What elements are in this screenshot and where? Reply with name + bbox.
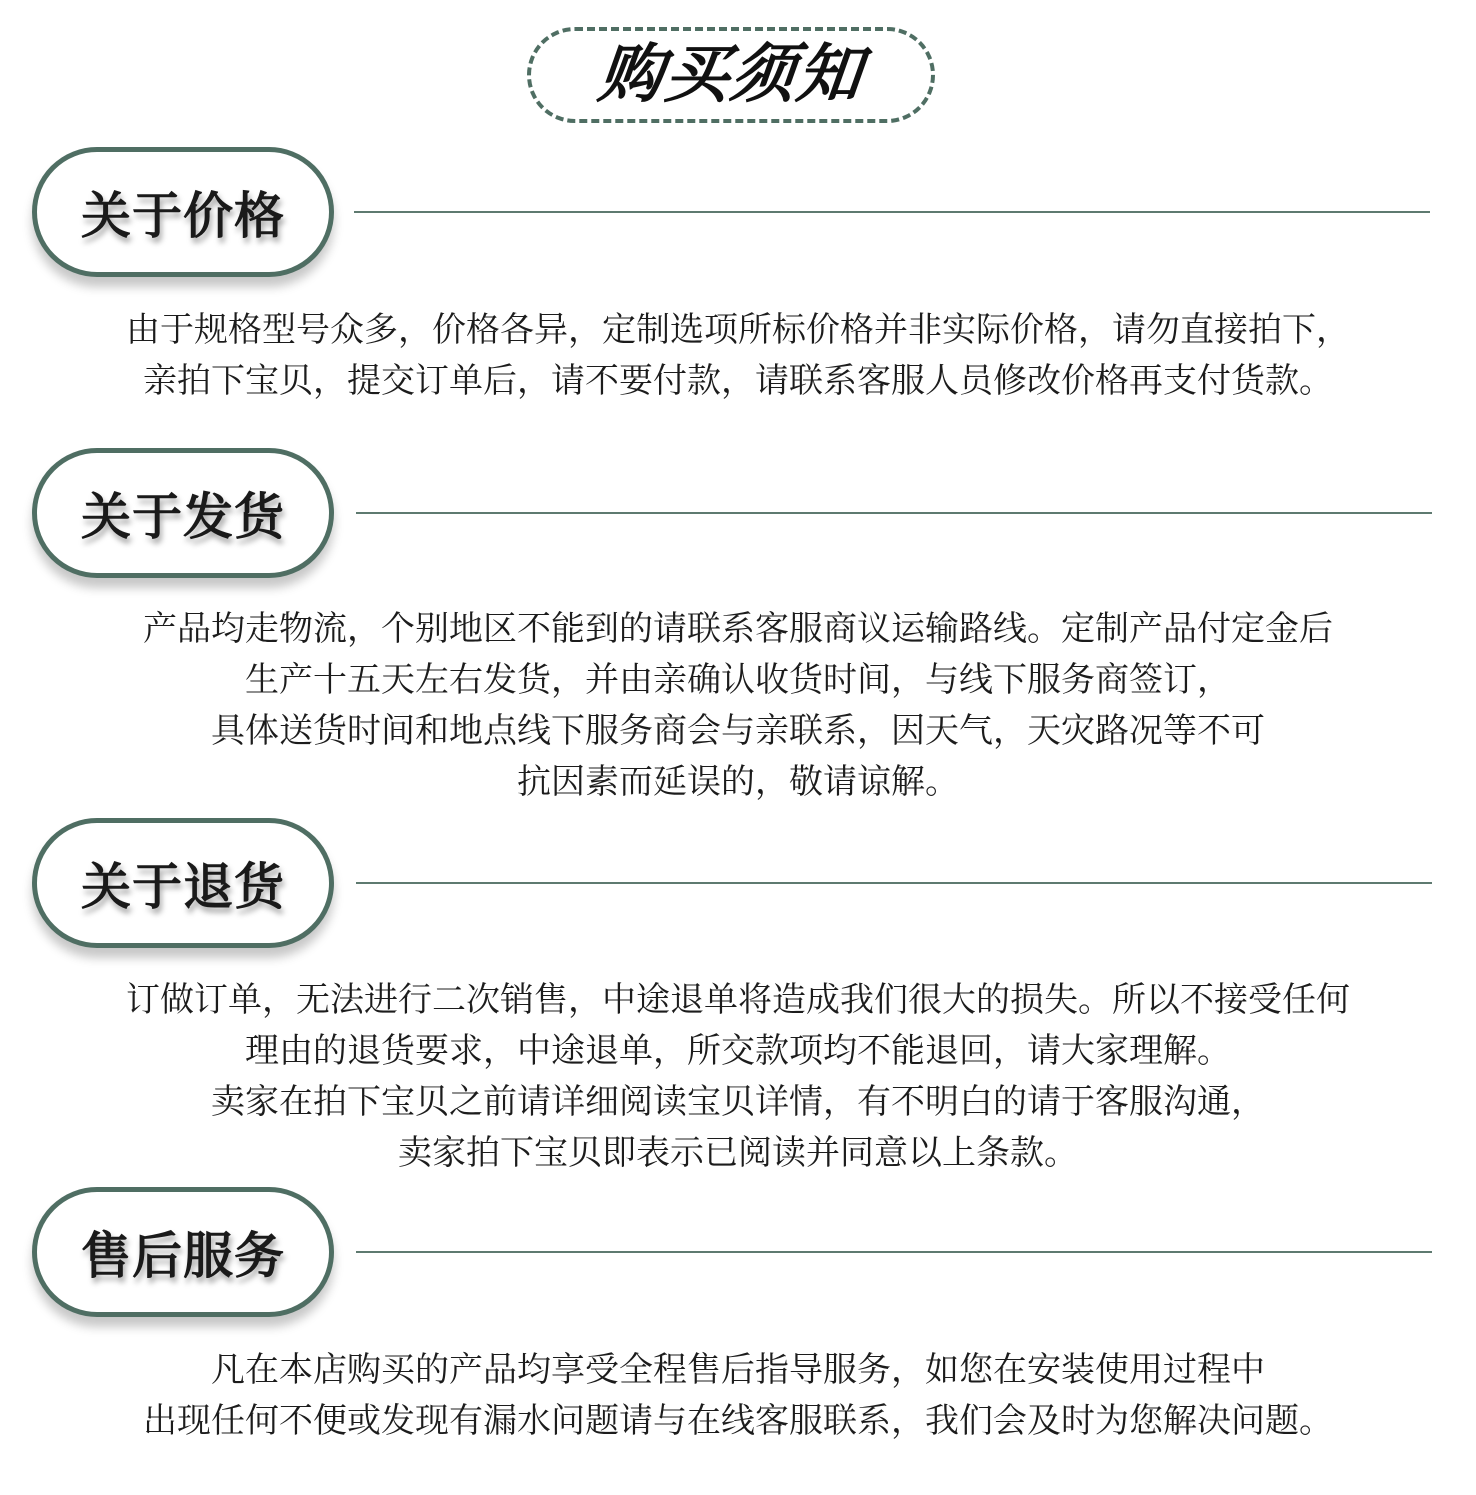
section-pill-returns xyxy=(32,818,334,948)
text-line: 卖家在拍下宝贝之前请详细阅读宝贝详情，有不明白的请于客服沟通， xyxy=(211,1082,1265,1122)
text-line: 凡在本店购买的产品均享受全程售后指导服务，如您在安装使用过程中 xyxy=(211,1350,1265,1390)
text-line: 具体送货时间和地点线下服务商会与亲联系，因天气，天灾路况等不可 xyxy=(211,711,1265,751)
title-badge xyxy=(527,27,935,123)
section-title-shipping: 关于发货 xyxy=(81,488,285,546)
section-body-after-sales xyxy=(0,1345,1476,1447)
section-body-shipping xyxy=(0,604,1476,808)
section-pill-after-sales xyxy=(32,1187,334,1317)
divider-line xyxy=(356,512,1432,514)
section-title-price: 关于价格 xyxy=(81,187,285,245)
section-title-returns: 关于退货 xyxy=(81,858,285,916)
text-line: 生产十五天左右发货，并由亲确认收货时间，与线下服务商签订， xyxy=(245,660,1231,700)
section-body-returns xyxy=(0,975,1476,1179)
section-pill-price xyxy=(32,147,334,277)
section-header-after-sales xyxy=(32,1187,1436,1321)
text-line: 理由的退货要求，中途退单，所交款项均不能退回，请大家理解。 xyxy=(245,1031,1231,1071)
section-header-price xyxy=(32,147,1436,281)
section-header-shipping xyxy=(32,448,1436,582)
divider-line xyxy=(354,211,1430,213)
text-line: 抗因素而延误的，敬请谅解。 xyxy=(517,762,959,802)
section-title-after-sales: 售后服务 xyxy=(81,1227,285,1285)
text-line: 亲拍下宝贝，提交订单后，请不要付款，请联系客服人员修改价格再支付货款。 xyxy=(143,361,1333,401)
page-title: 购买须知 xyxy=(595,38,867,112)
text-line: 卖家拍下宝贝即表示已阅读并同意以上条款。 xyxy=(398,1133,1078,1173)
section-header-returns xyxy=(32,818,1436,952)
text-line: 订做订单，无法进行二次销售，中途退单将造成我们很大的损失。所以不接受任何 xyxy=(126,980,1350,1020)
text-line: 由于规格型号众多，价格各异，定制选项所标价格并非实际价格，请勿直接拍下， xyxy=(126,310,1350,350)
divider-line xyxy=(356,882,1432,884)
text-line: 产品均走物流，个别地区不能到的请联系客服商议运输路线。定制产品付定金后 xyxy=(143,609,1333,649)
section-body-price xyxy=(0,305,1476,407)
divider-line xyxy=(356,1251,1432,1253)
section-pill-shipping xyxy=(32,448,334,578)
text-line: 出现任何不便或发现有漏水问题请与在线客服联系，我们会及时为您解决问题。 xyxy=(143,1401,1333,1441)
